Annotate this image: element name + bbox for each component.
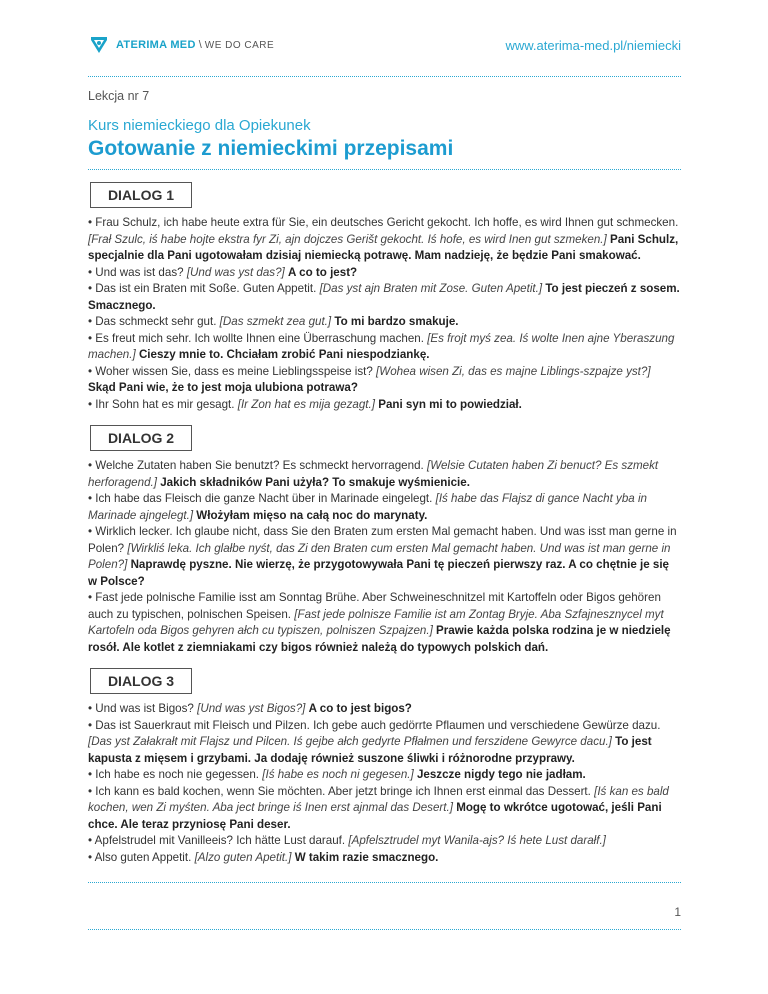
title-divider	[88, 169, 681, 170]
phonetic-transcription: [Wohea wisen Zi, das es majne Liblings-szpajze yst?]	[376, 364, 651, 378]
dialog-line	[88, 331, 681, 364]
phonetic-transcription: [Das yst Załakrałt mit Flajsz und Pilcen. Iś gejbe ałch gedyrte Pfłałmen und ferszidene Gewyrce dacu.]	[88, 735, 612, 748]
phonetic-transcription: [Es frojt myś zea. Iś wolte Inen ajne Yberaszung machen.]	[88, 331, 675, 361]
dialog-line	[88, 718, 681, 768]
phonetic-transcription: [Und was yst das?]	[186, 265, 285, 279]
polish-translation: To jest pieczeń z sosem. Smacznego.	[88, 282, 680, 312]
dialog-line	[88, 314, 681, 331]
dialog-label: DIALOG 2	[90, 425, 192, 451]
polish-translation: Włożyłam mięso na całą noc do marynaty.	[196, 508, 428, 522]
german-sentence: • Welche Zutaten haben Sie benutzt? Es schmeckt hervorragend.	[88, 459, 424, 472]
dialog-header	[88, 182, 681, 208]
dialog-line	[88, 590, 681, 656]
dialog-line	[88, 458, 681, 491]
german-sentence: • Fast jede polnische Familie isst am Sonntag Brühe. Aber Schweineschnitzel mit Kartoffeln oder Bigos gehören auch zu typischen, polnischen Speisen.	[88, 591, 661, 621]
german-sentence: • Frau Schulz, ich habe heute extra für Sie, ein deutsches Gericht gekocht. Ich hoffe, es wird Ihnen gut schmecken.	[88, 216, 679, 229]
lesson-number: Lekcja nr 7	[88, 89, 150, 103]
page-title: Gotowanie z niemieckimi przepisami	[88, 137, 454, 160]
dialog-header	[88, 668, 681, 694]
course-name: Kurs niemieckiego dla Opiekunek	[88, 117, 311, 134]
polish-translation: Pani Schulz, specjalnie dla Pani ugotowałam dzisiaj niemiecką potrawę. Mam nadzieję, że będzie Pani smakować.	[88, 232, 679, 262]
dialog-label: DIALOG 3	[90, 668, 192, 694]
polish-translation: To mi bardzo smakuje.	[334, 315, 459, 328]
german-sentence: • Also guten Appetit.	[88, 850, 192, 864]
aterima-logo-icon	[88, 34, 110, 56]
polish-translation: A co to jest bigos?	[308, 702, 412, 715]
german-sentence: • Das schmeckt sehr gut.	[88, 315, 217, 328]
dialog-line	[88, 265, 681, 282]
dialog-line	[88, 833, 681, 850]
polish-translation: Skąd Pani wie, że to jest moja ulubiona potrawa?	[88, 381, 358, 394]
logo-brand-text: ATERIMA MED	[116, 39, 196, 51]
polish-translation: W takim razie smacznego.	[294, 850, 439, 864]
logo-separator: \	[198, 39, 202, 51]
phonetic-transcription: [Iś habe das Flajsz di gance Nacht yba in Marinade ajngelegt.]	[88, 492, 647, 522]
polish-translation: A co to jest?	[288, 265, 358, 279]
logo-tagline: WE DO CARE	[204, 39, 275, 51]
german-sentence: • Das ist ein Braten mit Soße. Guten Appetit.	[88, 282, 317, 295]
german-sentence: • Ich habe das Fleisch die ganze Nacht über in Marinade eingelegt.	[88, 492, 433, 505]
dialog-line	[88, 524, 681, 590]
dialog-header	[88, 425, 681, 451]
dialog-line	[88, 364, 681, 397]
phonetic-transcription: [Und was yst Bigos?]	[197, 702, 306, 715]
dialog-line	[88, 767, 681, 784]
dialog-text	[88, 701, 681, 866]
phonetic-transcription: [Frał Szulc, iś habe hojte ekstra fyr Zi, ajn dojczes Gerišt gekocht. Iś hofe, es wird Inen gut szmeken.]	[88, 232, 607, 246]
german-sentence: • Ihr Sohn hat es mir gesagt.	[88, 397, 235, 411]
footer-divider-bottom	[88, 929, 681, 930]
phonetic-transcription: [Wirkliś leka. Ich glałbe nyśt, das Zi den Braten cum ersten Mal gemacht haben. Und was ist man gerne in Polen?]	[88, 541, 671, 571]
german-sentence: • Das ist Sauerkraut mit Fleisch und Pilzen. Ich gebe auch gedörrte Pflaumen und verschiedene Gewürze dazu.	[88, 718, 661, 732]
polish-translation: Cieszy mnie to. Chciałam zrobić Pani niespodziankę.	[138, 348, 430, 361]
dialog-text	[88, 215, 681, 413]
dialog-line	[88, 491, 681, 524]
dialog-line	[88, 850, 681, 867]
site-url-link[interactable]: www.aterima-med.pl/niemiecki	[505, 38, 681, 53]
phonetic-transcription: [Apfelsztrudel myt Wanila-ajs? Iś hete Lust darałf.]	[348, 834, 606, 847]
phonetic-transcription: [Das yst ajn Braten mit Zose. Guten Apetit.]	[319, 282, 543, 295]
brand-logo[interactable]	[88, 34, 274, 56]
header-divider	[88, 76, 681, 77]
phonetic-transcription: [Das szmekt zea gut.]	[219, 315, 332, 328]
polish-translation: Prawie każda polska rodzina je w niedzielę rosół. Ale kotlet z ziemniakami czy bigos również należą do typowych polskich dań.	[88, 624, 671, 654]
polish-translation: Jeszcze nigdy tego nie jadłam.	[416, 768, 586, 781]
polish-translation: Naprawdę pyszne. Nie wierzę, że przygotowywała Pani tę pieczeń pierwszy raz. A co chętnie je się w Polsce?	[88, 558, 669, 588]
polish-translation: To jest kapusta z mięsem i grzybami. Ja dodaję również suszone śliwki i różnorodne przyprawy.	[88, 735, 652, 765]
polish-translation: Mogę to wkrótce ugotować, jeśli Pani chce. Ale teraz przyniosę Pani deser.	[88, 801, 662, 831]
phonetic-transcription: [Alzo guten Apetit.]	[194, 850, 292, 864]
german-sentence: • Es freut mich sehr. Ich wollte Ihnen eine Überraschung machen.	[88, 331, 424, 345]
phonetic-transcription: [Welsie Cutaten haben Zi benuct? Es szmekt herforagend.]	[88, 459, 659, 489]
polish-translation: Jakich składników Pani użyła? To smakuje wyśmienicie.	[160, 475, 470, 489]
dialog-line	[88, 215, 681, 265]
polish-translation: Pani syn mi to powiedział.	[378, 397, 522, 411]
phonetic-transcription: [Ir Zon hat es mija gezagt.]	[237, 397, 375, 411]
dialog-line	[88, 784, 681, 834]
dialogs-container	[88, 182, 681, 866]
dialog-label: DIALOG 1	[90, 182, 192, 208]
phonetic-transcription: [Fast jede polnisze Familie ist am Zontag Bryje. Aba Szfajnesznycel myt Kartofeln oda Bigos gehyren ałch cu typiszen, polniszen Szpajzen.]	[88, 607, 664, 637]
german-sentence: • Wirklich lecker. Ich glaube nicht, dass Sie den Braten zum ersten Mal gemacht haben. Und was isst man gerne in Polen?	[88, 525, 677, 555]
footer	[88, 905, 681, 930]
document-page	[88, 0, 681, 883]
german-sentence: • Ich habe es noch nie gegessen.	[88, 768, 260, 781]
footer-divider-top	[88, 882, 681, 883]
dialog-line	[88, 281, 681, 314]
german-sentence: • Woher wissen Sie, dass es meine Lieblingsspeise ist?	[88, 364, 373, 378]
german-sentence: • Ich kann es bald kochen, wenn Sie möchten. Aber jetzt bringe ich Ihnen erst einmal das Dessert.	[88, 784, 591, 798]
german-sentence: • Und was ist das?	[88, 265, 184, 279]
dialog-line	[88, 701, 681, 718]
dialog-text	[88, 458, 681, 656]
dialog-line	[88, 397, 681, 414]
page-header	[88, 0, 681, 70]
phonetic-transcription: [Iś habe es noch ni gegesen.]	[262, 768, 414, 781]
german-sentence: • Und was ist Bigos?	[88, 702, 194, 715]
german-sentence: • Apfelstrudel mit Vanilleeis? Ich hätte Lust darauf.	[88, 834, 346, 847]
phonetic-transcription: [Iś kan es bald kochen, wen Zi myśten. Aba ject bringe iś Inen erst ajnmal das Desert.]	[88, 784, 669, 814]
page-number: 1	[674, 905, 681, 919]
